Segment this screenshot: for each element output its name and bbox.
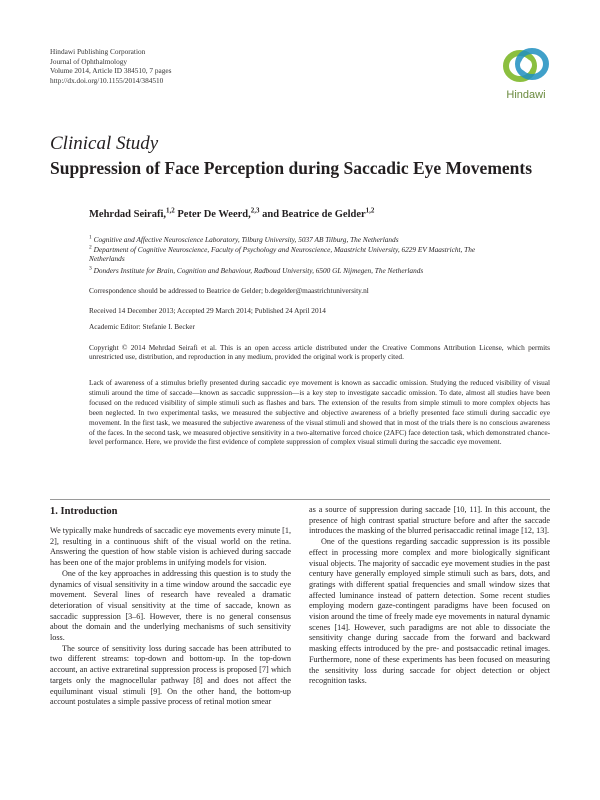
logo-text: Hindawi — [506, 89, 546, 101]
copyright-notice: Copyright © 2014 Mehrdad Seirafi et al. This is an open access article distributed under the Creative Commons Attribution License, which permits unrestricted use, distribution, and reproduction in any medium, provided the original work is properly cited. — [89, 343, 550, 362]
author-list — [89, 206, 375, 220]
affiliation-text: Department of Cognitive Neuroscience, Faculty of Psychology and Neuroscience, Maastricht University, 6229 EV Maastricht, The Netherlands — [89, 245, 476, 264]
affiliation-number: 2 — [89, 244, 92, 251]
body-paragraph: One of the questions regarding saccadic suppression is its possible effect in processing more complex and more biologically significant visual objects. The majority of saccadic eye movement studies in the past century have generally employed simple stimuli such as bars, dots, and gratings with different spatial frequencies and small window sizes that affected luminance instead of pattern detection. Some recent studies employing modern gaze-contingent paradigms have been focused on vision around the time of freely made eye movements in natural dynamic scenes [14]. However, such paradigms are not able to dissociate the sensitivity change during saccade from the forward and backward masking effects introduced by the pre- and postsaccadic retinal images. Furthermore, none of these experiments has been focused on measuring the sensitivity loss during saccade for object detection or object recognition tasks. — [309, 537, 550, 686]
volume-info: Volume 2014, Article ID 384510, 7 pages — [50, 66, 172, 76]
doi-link[interactable]: http://dx.doi.org/10.1155/2014/384510 — [50, 75, 164, 85]
affiliation-text: Cognitive and Affective Neuroscience Laboratory, Tilburg University, 5037 AB Tilburg, The Netherlands — [93, 235, 399, 244]
affiliation-text: Donders Institute for Brain, Cognition and Behaviour, Radboud University, 6500 GL Nijmegen, The Netherlands — [93, 266, 424, 275]
author-affiliation-marker: 2,3 — [250, 206, 260, 215]
right-column — [309, 505, 550, 687]
section-heading: 1. Introduction — [50, 506, 118, 517]
body-paragraph: We typically make hundreds of saccadic eye movements every minute [1, 2], resulting in a continuous shift of the visual world on the retina. Answering the question of how stable vision is achieved during saccade has been one of the major problems in unifying models for vision. — [50, 526, 292, 568]
article-type: Clinical Study — [50, 133, 159, 154]
body-paragraph: as a source of suppression during saccade [10, 11]. In this account, the presence of high contrast spatial structure before and after the saccade introduces the masking of the blurred perisaccadic retinal image [12, 13]. — [309, 505, 550, 536]
affiliation — [89, 266, 559, 275]
article-title: Suppression of Face Perception during Saccadic Eye Movements — [50, 158, 533, 178]
affiliation — [89, 235, 559, 244]
body-paragraph: One of the key approaches in addressing this question is to study the dynamics of visual sensitivity in a time window around the saccadic eye movement. Several lines of research have revealed a dramatic deterioration of visual sensitivity at the time of saccade, known as saccadic suppression [3–6]. However, there is no general consensus about the domain and the underlying mechanisms of such sensitivity loss. — [50, 568, 291, 643]
affiliation — [89, 245, 489, 264]
author-affiliation-marker: 1,2 — [365, 206, 375, 215]
journal-name: Journal of Ophthalmology — [50, 56, 128, 66]
dates: Received 14 December 2013; Accepted 29 March 2014; Published 24 April 2014 — [89, 306, 326, 315]
author-name: Peter De Weerd, — [174, 209, 251, 220]
author-name: Mehrdad Seirafi, — [89, 209, 166, 220]
affiliation-number: 3 — [89, 265, 92, 272]
author-affiliation-marker: 1,2 — [166, 206, 175, 215]
body-paragraph: The source of sensitivity loss during saccade has been attributed to two different streams: top-down and bottom-up. In the top-down account, an active extraretinal suppression process is proposed [7] which targets only the magnocellular pathway [8] and does not affect the equiluminant visual stimuli [9]. On the other hand, the bottom-up account postulates a simple passive process of retinal motion smear — [50, 643, 291, 707]
affiliation-number: 1 — [89, 234, 92, 241]
section-divider — [50, 499, 550, 500]
hindawi-rings-logo-icon — [498, 42, 554, 88]
publication-info — [50, 47, 171, 85]
left-column — [50, 526, 291, 708]
abstract: Lack of awareness of a stimulus briefly presented during saccadic eye movement is known as saccadic omission. Studying the reduced visibility of visual stimuli around the time of saccade—known as saccadic suppression—is a key step to investigate saccadic omission. To date, almost all studies have been focused on the reduced visibility of simple stimuli such as flashes and bars. The extension of the results from simple stimuli to more complex objects has been neglected. In two experimental tasks, we measured the subjective and objective awareness of a briefly presented face stimuli during saccadic eye movement. In the first task, we measured the subjective awareness of the visual stimuli and showed that in most of the trials there is no conscious awareness of the faces. In the second task, we measured objective sensitivity in a two-alternative forced choice (2AFC) face detection task, which demonstrated chance-level performance. Here, we provide the first evidence of complete suppression of complex visual stimuli during the saccadic eye movement. — [89, 378, 550, 447]
publisher-name: Hindawi Publishing Corporation — [50, 47, 146, 56]
correspondence: Correspondence should be addressed to Beatrice de Gelder; b.degelder@maastrichtuniversity.nl — [89, 286, 369, 295]
academic-editor: Academic Editor: Stefanie I. Becker — [89, 322, 195, 331]
author-name: and Beatrice de Gelder — [259, 209, 366, 220]
hindawi-logo — [498, 42, 554, 102]
